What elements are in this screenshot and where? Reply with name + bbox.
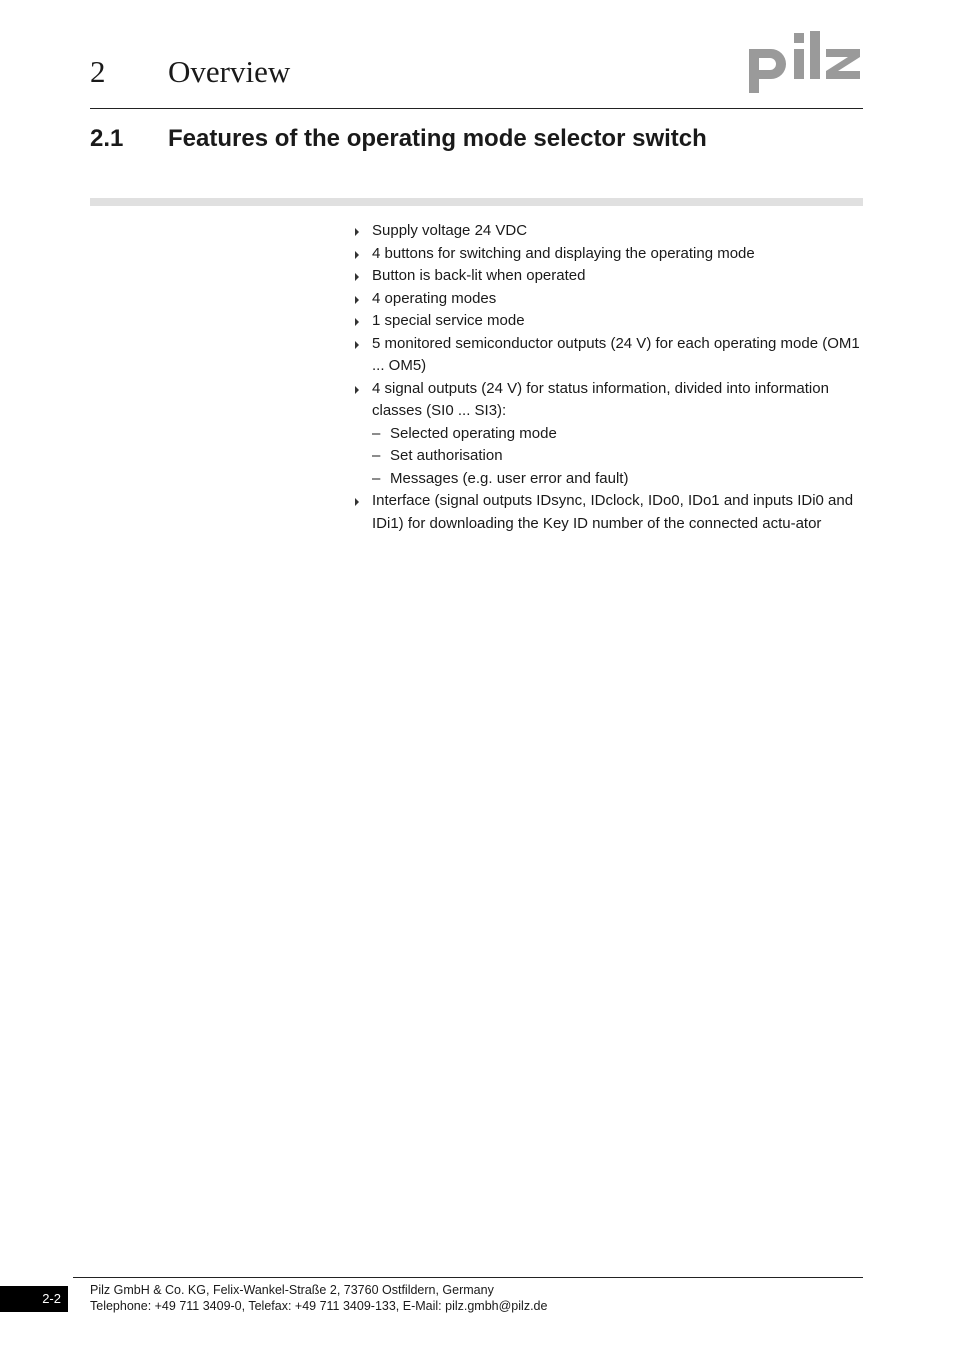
feature-item <box>354 333 864 378</box>
feature-text: 4 operating modes <box>372 289 497 307</box>
feature-item <box>354 288 864 311</box>
triangle-bullet-icon <box>355 273 359 281</box>
logo-i-dot <box>794 33 804 43</box>
feature-text: Button is back-lit when operated <box>372 267 586 284</box>
feature-item <box>354 243 864 266</box>
feature-text: Interface (signal outputs IDsync, IDclock, IDo0, IDo1 and inputs IDi0 and IDi1) for downloading the Key ID number of the connected actu-ator <box>372 492 854 532</box>
page-number: 2-2 <box>0 1286 68 1312</box>
feature-item <box>354 220 864 243</box>
feature-text: 4 signal outputs (24 V) for status information, divided into information classes (SI0 ... SI3): <box>372 379 829 419</box>
info-classes-sublist <box>372 423 864 491</box>
triangle-bullet-icon <box>355 296 359 304</box>
logo-p-stem <box>749 49 759 93</box>
section-number: 2.1 <box>90 125 124 152</box>
header-rule <box>90 108 863 109</box>
sub-item-text: Messages (e.g. user error and fault) <box>390 469 629 487</box>
dash-bullet: – <box>372 447 381 464</box>
sub-item <box>372 468 864 491</box>
sub-item-text: Selected operating mode <box>390 424 557 442</box>
chapter-title: Overview <box>168 54 291 89</box>
feature-item <box>354 310 864 333</box>
features-list <box>354 220 864 535</box>
feature-item <box>354 265 864 288</box>
footer-line-1: Pilz GmbH & Co. KG, Felix-Wankel-Straße 2, 73760 Ostfildern, Germany <box>90 1283 494 1297</box>
logo-z <box>826 49 860 79</box>
feature-item <box>354 490 864 535</box>
feature-text: Supply voltage 24 VDC <box>372 222 528 239</box>
triangle-bullet-icon <box>355 251 359 259</box>
feature-text: 4 buttons for switching and displaying the operating mode <box>372 244 755 262</box>
logo-p-bowl <box>759 49 786 79</box>
triangle-bullet-icon <box>355 498 359 506</box>
feature-text: 1 special service mode <box>372 312 525 329</box>
triangle-bullet-icon <box>355 386 359 394</box>
triangle-bullet-icon <box>355 228 359 236</box>
footer-address <box>90 1282 547 1314</box>
logo-l-stem <box>810 31 820 79</box>
dash-bullet: – <box>372 424 381 442</box>
feature-text: 5 monitored semiconductor outputs (24 V) for each operating mode (OM1 ... OM5) <box>372 334 860 374</box>
section-title: Features of the operating mode selector switch <box>168 125 707 152</box>
feature-item <box>354 378 864 491</box>
features-list-container <box>354 220 864 535</box>
sub-item <box>372 423 864 446</box>
logo-i-stem <box>794 49 804 79</box>
footer-line-2: Telephone: +49 711 3409-0, Telefax: +49 711 3409-133, E-Mail: pilz.gmbh@pilz.de <box>90 1299 548 1313</box>
section-divider-bar <box>90 198 863 206</box>
footer-rule <box>73 1277 863 1278</box>
sub-item-text: Set authorisation <box>390 447 503 464</box>
chapter-number: 2 <box>90 54 106 89</box>
dash-bullet: – <box>372 469 381 487</box>
pilz-logo <box>746 27 864 95</box>
sub-item <box>372 445 864 468</box>
triangle-bullet-icon <box>355 341 359 349</box>
triangle-bullet-icon <box>355 318 359 326</box>
